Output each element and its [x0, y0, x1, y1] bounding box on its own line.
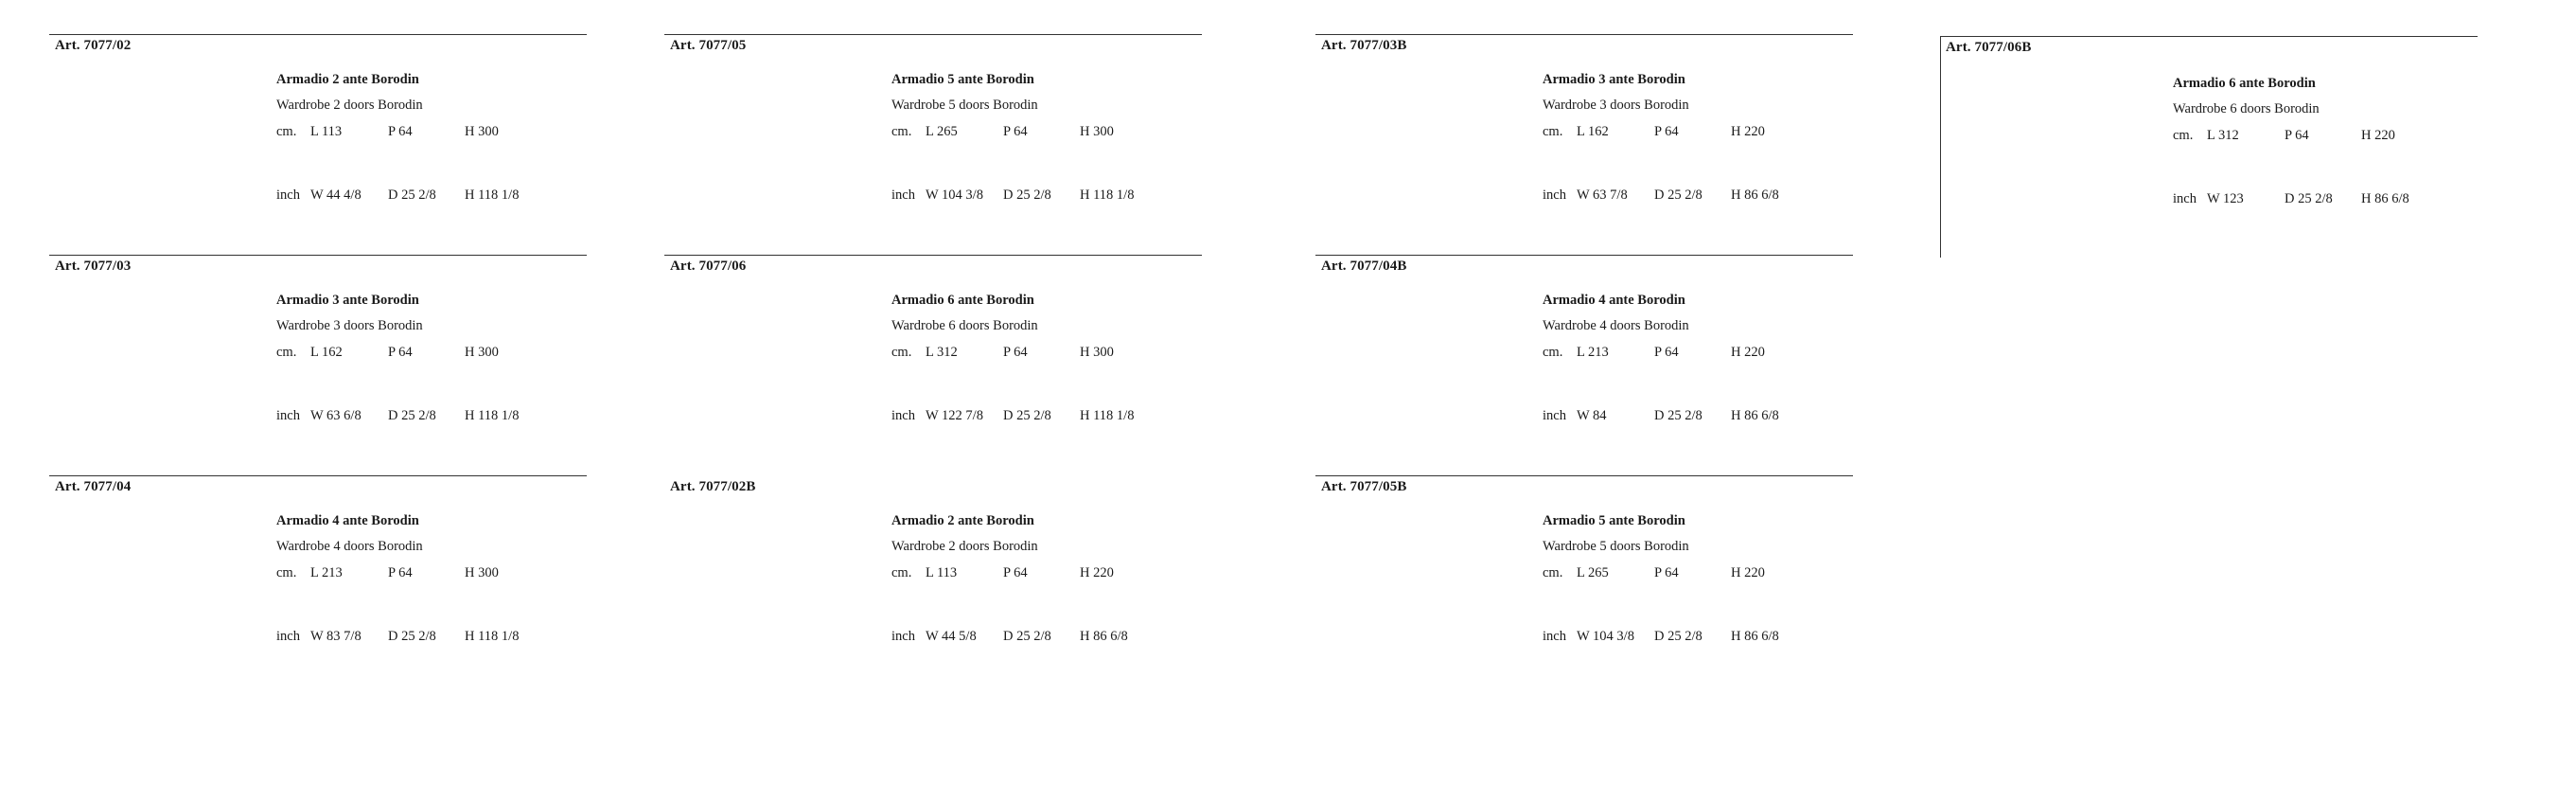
width-value: W 123	[2207, 191, 2244, 206]
width-value: W 83 7/8	[310, 629, 362, 644]
article-number: Art. 7077/03	[55, 259, 132, 274]
product-description: Wardrobe 2 doors Borodin	[891, 539, 1038, 554]
width-value: L 213	[310, 565, 343, 580]
height-value: H 220	[2361, 128, 2395, 143]
depth-value: D 25 2/8	[388, 629, 436, 644]
width-value: W 122 7/8	[926, 408, 983, 423]
unit-label: cm.	[891, 345, 912, 360]
depth-value: P 64	[388, 565, 413, 580]
unit-label: cm.	[1543, 124, 1563, 139]
product-name: Armadio 4 ante Borodin	[1543, 293, 1685, 308]
depth-value: P 64	[388, 124, 413, 139]
product-description: Wardrobe 2 doors Borodin	[276, 98, 423, 113]
width-value: W 63 7/8	[1577, 187, 1628, 203]
product-card	[1315, 255, 1855, 474]
top-rule	[1315, 34, 1853, 35]
depth-value: P 64	[1003, 565, 1028, 580]
height-value: H 118 1/8	[465, 408, 520, 423]
top-rule	[1315, 475, 1853, 476]
unit-label: inch	[1543, 187, 1566, 203]
product-card	[1315, 34, 1855, 254]
product-card	[49, 34, 589, 254]
unit-label: cm.	[2173, 128, 2194, 143]
height-value: H 300	[465, 345, 499, 360]
width-value: L 162	[1577, 124, 1609, 139]
height-value: H 118 1/8	[1080, 187, 1135, 203]
product-name: Armadio 4 ante Borodin	[276, 513, 419, 528]
depth-value: D 25 2/8	[2285, 191, 2333, 206]
unit-label: cm.	[891, 124, 912, 139]
top-rule	[664, 255, 1202, 256]
product-description: Wardrobe 4 doors Borodin	[276, 539, 423, 554]
product-description: Wardrobe 6 doors Borodin	[891, 318, 1038, 333]
depth-value: D 25 2/8	[388, 187, 436, 203]
product-name: Armadio 3 ante Borodin	[276, 293, 419, 308]
product-name: Armadio 5 ante Borodin	[1543, 513, 1685, 528]
product-description: Wardrobe 5 doors Borodin	[891, 98, 1038, 113]
article-number: Art. 7077/06B	[1946, 40, 2032, 55]
height-value: H 86 6/8	[2361, 191, 2409, 206]
depth-value: P 64	[388, 345, 413, 360]
article-number: Art. 7077/02	[55, 38, 132, 53]
width-value: L 265	[926, 124, 958, 139]
product-card	[1940, 36, 2479, 259]
depth-value: D 25 2/8	[388, 408, 436, 423]
height-value: H 220	[1731, 565, 1765, 580]
unit-label: cm.	[276, 345, 297, 360]
height-value: H 220	[1080, 565, 1114, 580]
top-rule	[49, 255, 587, 256]
width-value: L 162	[310, 345, 343, 360]
depth-value: D 25 2/8	[1654, 187, 1703, 203]
width-value: L 213	[1577, 345, 1609, 360]
product-description: Wardrobe 4 doors Borodin	[1543, 318, 1689, 333]
unit-label: inch	[891, 187, 915, 203]
width-value: L 113	[310, 124, 343, 139]
height-value: H 86 6/8	[1731, 187, 1779, 203]
depth-value: D 25 2/8	[1003, 187, 1051, 203]
unit-label: inch	[1543, 408, 1566, 423]
height-value: H 86 6/8	[1731, 629, 1779, 644]
height-value: H 220	[1731, 124, 1765, 139]
depth-value: P 64	[2285, 128, 2309, 143]
height-value: H 118 1/8	[465, 187, 520, 203]
article-number: Art. 7077/04	[55, 479, 132, 494]
depth-value: D 25 2/8	[1003, 629, 1051, 644]
height-value: H 300	[465, 124, 499, 139]
product-card	[49, 255, 589, 474]
depth-value: P 64	[1654, 565, 1679, 580]
depth-value: P 64	[1654, 124, 1679, 139]
product-description: Wardrobe 5 doors Borodin	[1543, 539, 1689, 554]
height-value: H 118 1/8	[465, 629, 520, 644]
side-rule	[1940, 36, 1941, 258]
unit-label: cm.	[1543, 565, 1563, 580]
height-value: H 220	[1731, 345, 1765, 360]
unit-label: cm.	[1543, 345, 1563, 360]
unit-label: inch	[276, 187, 300, 203]
product-description: Wardrobe 3 doors Borodin	[276, 318, 423, 333]
product-card	[664, 475, 1204, 695]
product-card	[664, 255, 1204, 474]
unit-label: cm.	[276, 124, 297, 139]
width-value: L 312	[2207, 128, 2239, 143]
width-value: W 84	[1577, 408, 1607, 423]
depth-value: P 64	[1003, 124, 1028, 139]
unit-label: cm.	[276, 565, 297, 580]
unit-label: cm.	[891, 565, 912, 580]
height-value: H 118 1/8	[1080, 408, 1135, 423]
width-value: W 104 3/8	[926, 187, 983, 203]
height-value: H 300	[1080, 124, 1114, 139]
product-name: Armadio 6 ante Borodin	[2173, 76, 2316, 91]
product-name: Armadio 5 ante Borodin	[891, 72, 1034, 87]
width-value: W 104 3/8	[1577, 629, 1634, 644]
article-number: Art. 7077/03B	[1321, 38, 1407, 53]
width-value: L 265	[1577, 565, 1609, 580]
top-rule	[49, 475, 587, 476]
product-name: Armadio 2 ante Borodin	[891, 513, 1034, 528]
top-rule	[1315, 255, 1853, 256]
depth-value: P 64	[1003, 345, 1028, 360]
height-value: H 86 6/8	[1731, 408, 1779, 423]
depth-value: D 25 2/8	[1003, 408, 1051, 423]
unit-label: inch	[276, 408, 300, 423]
width-value: L 312	[926, 345, 958, 360]
width-value: W 63 6/8	[310, 408, 362, 423]
top-rule	[1940, 36, 2478, 37]
product-description: Wardrobe 3 doors Borodin	[1543, 98, 1689, 113]
unit-label: inch	[891, 629, 915, 644]
depth-value: D 25 2/8	[1654, 629, 1703, 644]
unit-label: inch	[1543, 629, 1566, 644]
height-value: H 300	[465, 565, 499, 580]
unit-label: inch	[2173, 191, 2197, 206]
unit-label: inch	[276, 629, 300, 644]
article-number: Art. 7077/02B	[670, 479, 756, 494]
width-value: L 113	[926, 565, 958, 580]
product-card	[1315, 475, 1855, 695]
width-value: W 44 4/8	[310, 187, 362, 203]
product-card	[49, 475, 589, 695]
article-number: Art. 7077/05B	[1321, 479, 1407, 494]
width-value: W 44 5/8	[926, 629, 977, 644]
product-name: Armadio 6 ante Borodin	[891, 293, 1034, 308]
product-name: Armadio 2 ante Borodin	[276, 72, 419, 87]
depth-value: P 64	[1654, 345, 1679, 360]
depth-value: D 25 2/8	[1654, 408, 1703, 423]
height-value: H 300	[1080, 345, 1114, 360]
article-number: Art. 7077/04B	[1321, 259, 1407, 274]
article-number: Art. 7077/05	[670, 38, 747, 53]
product-description: Wardrobe 6 doors Borodin	[2173, 101, 2320, 116]
height-value: H 86 6/8	[1080, 629, 1128, 644]
unit-label: inch	[891, 408, 915, 423]
article-number: Art. 7077/06	[670, 259, 747, 274]
top-rule	[49, 34, 587, 35]
top-rule	[664, 34, 1202, 35]
product-name: Armadio 3 ante Borodin	[1543, 72, 1685, 87]
product-card	[664, 34, 1204, 254]
